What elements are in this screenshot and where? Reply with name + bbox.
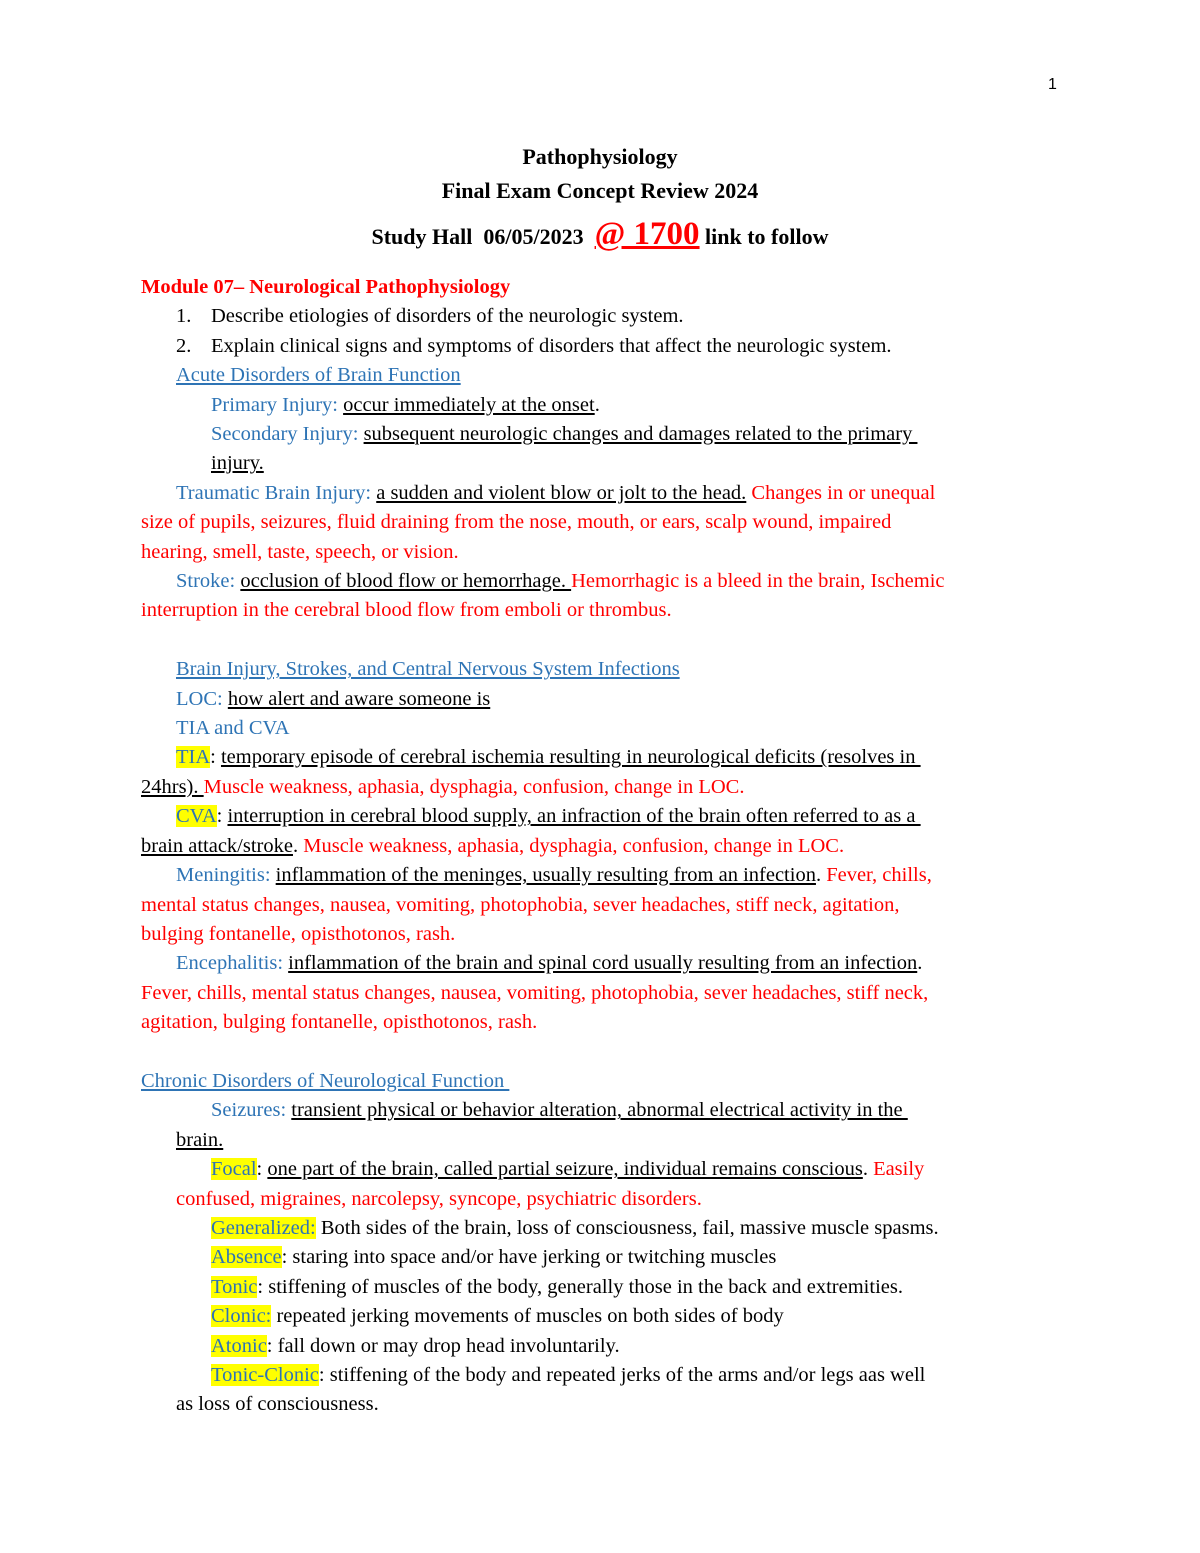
primary-injury — [141, 391, 1066, 420]
highlighted-term: Absence — [211, 1246, 282, 1269]
type-description: Both sides of the brain, loss of consciousness, fail, massive muscle spasms. — [315, 1216, 939, 1239]
objective-number: 1. — [176, 305, 192, 328]
term-definition: injury. — [211, 452, 264, 475]
focal: Focal: one part of the brain, called partial seizure, individual remains conscious. Easily — [211, 1158, 925, 1181]
seizure-type — [141, 1214, 1066, 1243]
tbi-symptoms: hearing, smell, taste, speech, or vision. — [141, 540, 459, 563]
symptoms: Muscle weakness, aphasia, dysphagia, confusion, change in LOC. — [203, 775, 745, 798]
symptoms: Muscle weakness, aphasia, dysphagia, confusion, change in LOC. — [298, 834, 845, 857]
seizure-type — [141, 1243, 1066, 1272]
objective-text: Describe etiologies of disorders of the neurologic system. — [211, 305, 684, 328]
seizure-type — [141, 1302, 1066, 1331]
stroke-symptoms: interruption in the cerebral blood flow from emboli or thrombus. — [141, 599, 672, 622]
highlighted-term: Tonic-Clonic — [211, 1364, 319, 1386]
term-definition: inflammation of the brain and spinal cord usually resulting from an infection — [288, 952, 918, 975]
document-subtitle: Final Exam Concept Review 2024 — [441, 178, 759, 203]
term-label: Encephalitis: — [176, 952, 289, 975]
objective-number: 2. — [176, 334, 192, 357]
encephalitis-symptoms: Fever, chills, mental status changes, nausea, vomiting, photophobia, sever headaches, stiff neck, — [141, 981, 929, 1004]
term-definition: transient physical or behavior alteration, abnormal electrical activity in the — [291, 1099, 908, 1122]
term-definition: one part of the brain, called partial seizure, individual remains conscious — [267, 1158, 863, 1181]
meningitis-symptoms: bulging fontanelle, opisthotonos, rash. — [141, 922, 456, 945]
study-hall-suffix: link to follow — [699, 224, 829, 249]
secondary-injury-cont — [141, 449, 1066, 478]
tbi — [141, 479, 1066, 508]
type-description: : staring into space and/or have jerking or twitching muscles — [281, 1246, 777, 1269]
cva-cont: brain attack/stroke. Muscle weakness, aphasia, dysphagia, confusion, change in LOC. — [141, 834, 845, 857]
punctuation: . — [594, 393, 600, 416]
objective-2 — [141, 332, 1066, 361]
term-label: Primary Injury: — [211, 393, 344, 416]
highlighted-term: CVA — [176, 805, 217, 828]
seizure-type — [141, 1332, 1066, 1361]
highlighted-term: Atonic — [211, 1334, 267, 1357]
loc — [141, 685, 1066, 714]
term-definition: brain attack/stroke — [141, 834, 293, 857]
symptoms: Fever, chills, — [821, 864, 932, 887]
document-title: Pathophysiology — [522, 144, 678, 169]
meningitis: Meningitis: inflammation of the meninges, usually resulting from an infection. Fever, chills, — [176, 864, 932, 887]
tbi-symptoms: size of pupils, seizures, fluid draining from the nose, mouth, or ears, scalp wound, impaired — [141, 511, 892, 534]
seizures-cont — [141, 1126, 1066, 1155]
type-description: repeated jerking movements of muscles on both sides of body — [271, 1305, 784, 1328]
chronic-heading: Chronic Disorders of Neurological Function — [141, 1069, 510, 1092]
type-description: : fall down or may drop head involuntarily. — [266, 1334, 620, 1357]
spacer — [141, 1038, 1066, 1067]
term-label: Secondary Injury: — [211, 423, 364, 446]
focal-symptoms: confused, migraines, narcolepsy, syncope, psychiatric disorders. — [176, 1187, 702, 1210]
meningitis-symptoms: mental status changes, nausea, vomiting, photophobia, sever headaches, stiff neck, agitation, — [141, 893, 900, 916]
term-definition: occlusion of blood flow or hemorrhage. — [240, 570, 572, 593]
tia-cva-label: TIA and CVA — [176, 717, 290, 740]
highlighted-term: Generalized: — [211, 1216, 316, 1239]
document-body — [141, 273, 1066, 1420]
tonic-clonic-cont: as loss of consciousness. — [176, 1393, 379, 1416]
cva: CVA: interruption in cerebral blood supply, an infraction of the brain often referred to as a — [176, 805, 921, 828]
type-description: : stiffening of the body and repeated jerks of the arms and/or legs aas well — [318, 1364, 926, 1386]
highlighted-term: Focal — [211, 1158, 257, 1181]
encephalitis: Encephalitis: inflammation of the brain and spinal cord usually resulting from an infection. — [176, 952, 923, 975]
acute-heading: Acute Disorders of Brain Function — [176, 364, 461, 387]
secondary-injury — [141, 420, 1066, 449]
term-definition: brain. — [176, 1128, 224, 1151]
tia: TIA: temporary episode of cerebral ischemia resulting in neurological deficits (resolves in — [176, 746, 921, 769]
term-label: Meningitis: — [176, 864, 276, 887]
objective-text: Explain clinical signs and symptoms of disorders that affect the neurologic system. — [211, 334, 892, 357]
page-number: 1 — [1048, 76, 1057, 93]
symptoms: Hemorrhagic is a bleed in the brain, Ischemic — [571, 570, 945, 593]
term-definition: how alert and aware someone is — [227, 687, 491, 710]
seizures — [141, 1096, 1066, 1125]
objective-1 — [141, 302, 1066, 331]
term-definition: occur immediately at the onset — [343, 393, 595, 416]
seizure-type-tonic-clonic — [141, 1361, 1066, 1390]
term-label: Seizures: — [211, 1099, 292, 1122]
term-label: Stroke: — [176, 570, 241, 593]
spacer — [141, 626, 1066, 655]
brain-injury-heading: Brain Injury, Strokes, and Central Nervous System Infections — [176, 658, 680, 681]
term-definition: inflammation of the meninges, usually resulting from an infection — [275, 864, 816, 887]
term-definition: temporary episode of cerebral ischemia resulting in neurological deficits (resolves in — [220, 746, 921, 769]
term-definition: a sudden and violent blow or jolt to the head. — [376, 481, 747, 504]
highlighted-term: Tonic — [211, 1275, 258, 1298]
highlighted-term: TIA — [176, 746, 211, 769]
symptoms: Changes in or unequal — [746, 481, 936, 504]
term-label: Traumatic Brain Injury: — [176, 481, 377, 504]
study-hall-time: @ 1700 — [594, 216, 700, 252]
highlighted-term: Clonic: — [211, 1305, 272, 1328]
study-hall-line — [0, 216, 1200, 253]
term-definition: subsequent neurologic changes and damages related to the primary — [363, 423, 918, 446]
encephalitis-symptoms: agitation, bulging fontanelle, opisthotonos, rash. — [141, 1011, 538, 1034]
seizure-type — [141, 1273, 1066, 1302]
term-label: LOC: — [176, 687, 228, 710]
symptoms: Easily — [867, 1158, 925, 1181]
tia-cont — [141, 773, 1066, 802]
term-definition: interruption in cerebral blood supply, an infraction of the brain often referred to as a — [227, 805, 921, 828]
type-description: : stiffening of muscles of the body, generally those in the back and extremities. — [257, 1275, 903, 1298]
term-definition: 24hrs). — [141, 775, 204, 798]
stroke — [141, 567, 1066, 596]
study-hall-prefix: Study Hall 06/05/2023 — [371, 224, 595, 249]
module-heading: Module 07– Neurological Pathophysiology — [141, 276, 511, 298]
